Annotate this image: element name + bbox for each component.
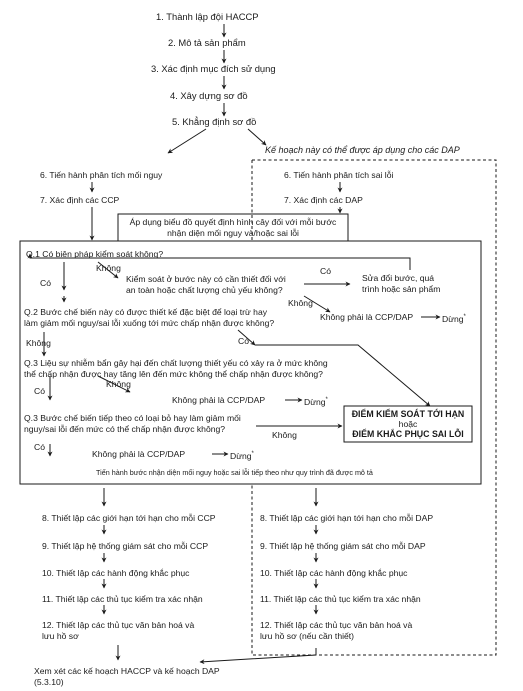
- step-2: 2. Mô tả sản phẩm: [168, 37, 246, 48]
- result-dap: ĐIỂM KHẮC PHỤC SAI LỖI: [352, 429, 464, 439]
- left-step-9: 9. Thiết lập hệ thống giám sát cho mỗi CCP: [42, 541, 209, 551]
- q4-line1: Q.3 Bước chế biến tiếp theo có loại bỏ hay làm giảm mối: [24, 413, 241, 423]
- right-step-12-line1: 12. Thiết lập các thủ tục văn bản hoá và: [260, 620, 413, 630]
- q1b-yes-label: Có: [320, 266, 331, 276]
- q1b-line2: an toàn hoặc chất lượng chủ yếu không?: [126, 285, 283, 295]
- not-ccp-2: Không phải là CCP/DAP: [172, 395, 266, 405]
- q3-line1: Q.3 Liệu sự nhiễm bẩn gây hại đến chất lượng thiết yếu có xảy ra ở mức không: [24, 358, 328, 368]
- q1-yes-label: Có: [40, 278, 51, 288]
- q3-yes-label: Có: [34, 386, 45, 396]
- stop-2: Dừng*: [304, 396, 328, 407]
- right-step-10: 10. Thiết lập các hành động khắc phục: [260, 568, 408, 578]
- q2-yes-label: Có: [238, 336, 249, 346]
- left-step-7: 7. Xác định các CCP: [40, 195, 120, 205]
- q3-line2: thể chấp nhận được hay tăng lên đến mức không thể chấp nhận được không?: [24, 369, 323, 379]
- q2-line1: Q.2 Bước chế biến này có được thiết kế đặc biệt để loại trừ hay: [24, 307, 268, 317]
- q1-no-label: Không: [96, 263, 121, 273]
- right-step-6: 6. Tiến hành phân tích sai lỗi: [284, 170, 394, 180]
- dap-applicability-note: Kế hoạch này có thể được áp dụng cho các DAP: [265, 145, 460, 155]
- q2-line2: làm giảm mối nguy/sai lỗi xuống tới mức chấp nhận được không?: [24, 318, 275, 328]
- conclusion-line2: (5.3.10): [34, 677, 64, 687]
- result-or: hoặc: [398, 419, 418, 429]
- right-step-7: 7. Xác định các DAP: [284, 195, 363, 205]
- not-ccp-3: Không phải là CCP/DAP: [92, 449, 186, 459]
- q1-text: Q.1 Có biện pháp kiểm soát không?: [26, 249, 164, 259]
- decision-title-line1: Áp dụng biểu đồ quyết định hình cây đối với mỗi bước: [129, 217, 337, 227]
- arrow-5-right: [248, 129, 266, 145]
- modify-line2: trình hoặc sản phẩm: [362, 284, 441, 294]
- left-step-10: 10. Thiết lập các hành động khắc phục: [42, 568, 190, 578]
- result-ccp: ĐIỂM KIỂM SOÁT TỚI HẠN: [351, 409, 465, 419]
- q2-no-label: Không: [26, 338, 51, 348]
- arrow-5-left: [168, 129, 206, 153]
- q3-no-label: Không: [106, 379, 131, 389]
- stop-footnote-mark: *: [463, 314, 466, 320]
- q1b-no-label: Không: [288, 298, 313, 308]
- step-3: 3. Xác định mục đích sử dụng: [151, 63, 276, 74]
- left-step-12-line2: lưu hồ sơ: [42, 631, 79, 641]
- not-ccp-1: Không phải là CCP/DAP: [320, 312, 414, 322]
- step-5: 5. Khẳng định sơ đồ: [172, 116, 257, 127]
- stop-footnote-mark: *: [325, 397, 328, 403]
- modify-line1: Sửa đổi bước, quá: [362, 273, 435, 283]
- decision-title-line2: nhận diện mối nguy và/hoặc sai lỗi: [167, 228, 299, 238]
- left-step-8: 8. Thiết lập các giới hạn tới hạn cho mỗi CCP: [42, 513, 216, 523]
- left-step-12-line1: 12. Thiết lập các thủ tục văn bản hoá và: [42, 620, 195, 630]
- step-1: 1. Thành lập đội HACCP: [156, 11, 259, 22]
- conclusion-line1: Xem xét các kế hoạch HACCP và kế hoạch DAP: [34, 666, 220, 676]
- stop-1: Dừng*: [442, 313, 466, 324]
- right-step-8: 8. Thiết lập các giới hạn tới hạn cho mỗi DAP: [260, 513, 434, 523]
- right-step-11: 11. Thiết lập các thủ tục kiểm tra xác nhận: [260, 594, 421, 604]
- right-step-9: 9. Thiết lập hệ thống giám sát cho mỗi DAP: [260, 541, 426, 551]
- q4-no-label: Không: [272, 430, 297, 440]
- left-step-6: 6. Tiến hành phân tích mối nguy: [40, 170, 163, 180]
- left-step-11: 11. Thiết lập các thủ tục kiểm tra xác nhận: [42, 594, 203, 604]
- stop-3: Dừng*: [230, 450, 254, 461]
- q1b-line1: Kiểm soát ở bước này có cần thiết đối với: [126, 274, 286, 284]
- stop-footnote-mark: *: [251, 451, 254, 457]
- right-step-12-line2: lưu hồ sơ (nếu cần thiết): [260, 631, 355, 641]
- q4-line2: nguy/sai lỗi đến mức có thể chấp nhận được không?: [24, 424, 226, 434]
- decision-tree-footer: Tiến hành bước nhận diện mối nguy hoặc sai lỗi tiếp theo như quy trình đã được mô tả: [96, 468, 373, 477]
- step-4: 4. Xây dựng sơ đồ: [170, 90, 248, 101]
- q4-yes-label: Có: [34, 442, 45, 452]
